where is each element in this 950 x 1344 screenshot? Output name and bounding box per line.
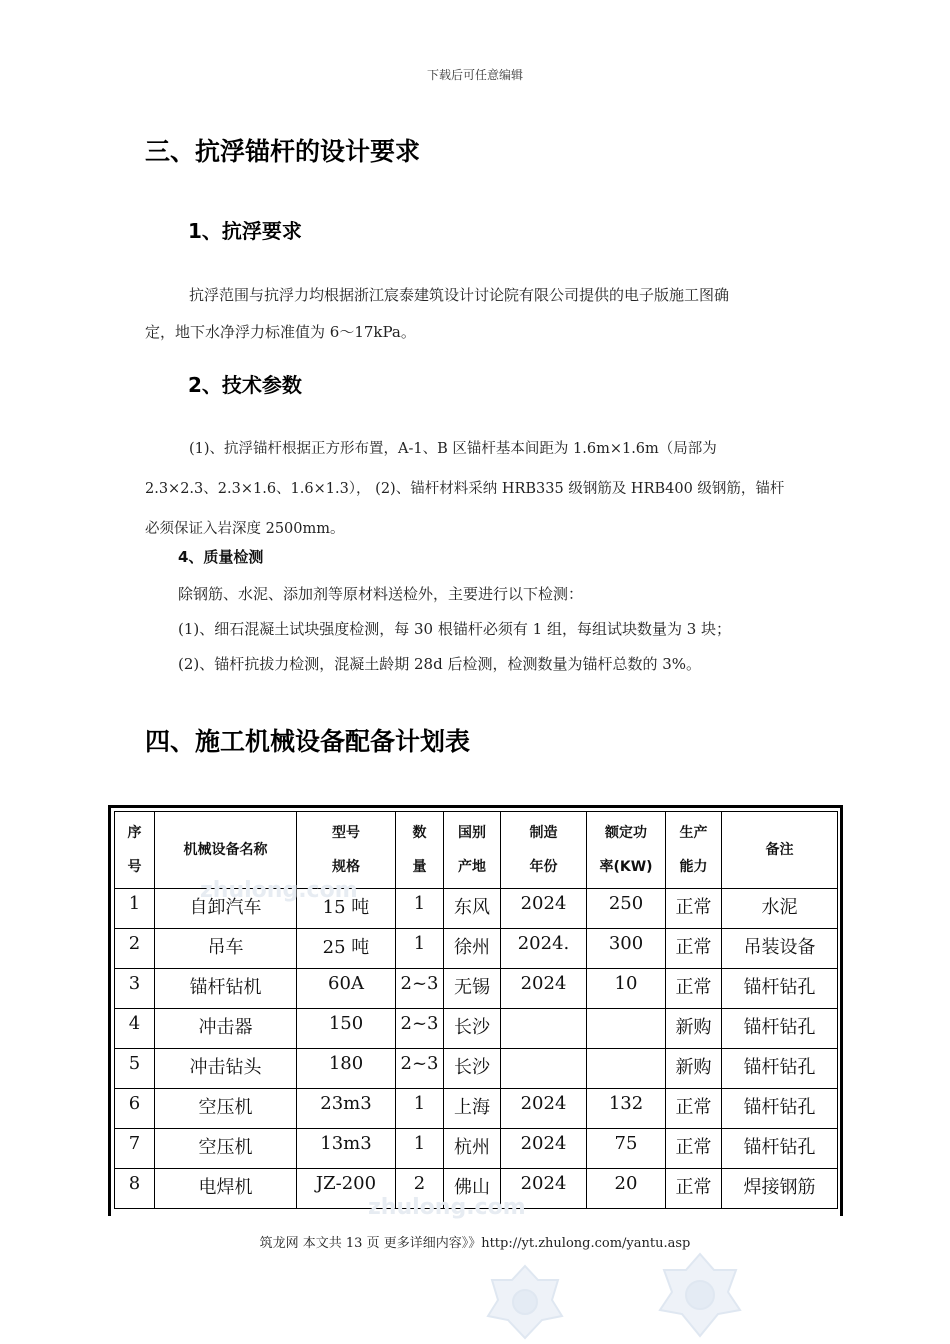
table-cell: 冲击钻头 — [155, 1049, 297, 1089]
table-cell — [501, 1009, 587, 1049]
table-cell: 2024 — [501, 1129, 587, 1169]
section-4-title: 四、施工机械设备配备计划表 — [145, 727, 471, 756]
table-row — [115, 929, 838, 969]
table-cell: 2 — [396, 1169, 444, 1209]
header-cell-line: 序 — [127, 825, 142, 841]
table-cell: 2024 — [501, 1169, 587, 1209]
snowflake-watermark-icon — [650, 1248, 750, 1344]
paragraph-line: (1)、抗浮锚杆根据正方形布置，A-1、B 区锚杆基本间距为 1.6m×1.6m（局部为 — [189, 441, 717, 457]
table-header-row — [115, 812, 838, 889]
paragraph-line: 定，地下水净浮力标准值为 6～17kPa。 — [145, 323, 416, 341]
table-cell: 4 — [115, 1009, 155, 1049]
table-body — [115, 889, 838, 1209]
table-cell: JZ-200 — [297, 1169, 396, 1209]
table-cell: 正常 — [666, 1129, 722, 1169]
header-cell-line: 规格 — [332, 859, 360, 875]
table-cell: 徐州 — [444, 929, 501, 969]
table-cell: 2024 — [501, 1089, 587, 1129]
table-cell: 电焊机 — [155, 1169, 297, 1209]
header-cell-line: 生产 — [679, 825, 708, 841]
table-cell: 空压机 — [155, 1089, 297, 1129]
table-cell: 吊装设备 — [722, 929, 838, 969]
table-cell: 正常 — [666, 1169, 722, 1209]
table-cell: 150 — [297, 1009, 396, 1049]
table-row — [115, 969, 838, 1009]
table-header-cell — [297, 812, 396, 889]
table-header-cell — [666, 812, 722, 889]
table-cell: 正常 — [666, 1089, 722, 1129]
table-row — [115, 1009, 838, 1049]
section-3-2-paragraph — [145, 429, 810, 549]
table-cell: 锚杆钻孔 — [722, 1049, 838, 1089]
table-cell: 正常 — [666, 969, 722, 1009]
header-cell-line: 数 — [412, 825, 427, 841]
table-cell: 2024. — [501, 929, 587, 969]
table-cell: 佛山 — [444, 1169, 501, 1209]
table-cell: 1 — [396, 1129, 444, 1169]
table-cell: 300 — [587, 929, 666, 969]
quality-line-3: (2)、锚杆抗拔力检测，混凝土龄期 28d 后检测，检测数量为锚杆总数的 3%。 — [178, 655, 702, 673]
table-cell: 水泥 — [722, 889, 838, 929]
table-cell: 13m3 — [297, 1129, 396, 1169]
table-cell: 上海 — [444, 1089, 501, 1129]
table-header-cell — [155, 812, 297, 889]
table-cell: 2~3 — [396, 1009, 444, 1049]
table-cell: 长沙 — [444, 1049, 501, 1089]
table-cell — [587, 1009, 666, 1049]
quality-line-1: 除钢筋、水泥、添加剂等原材料送检外，主要进行以下检测： — [178, 585, 584, 603]
table-header-cell — [396, 812, 444, 889]
table-cell: 冲击器 — [155, 1009, 297, 1049]
section-3-title: 三、抗浮锚杆的设计要求 — [145, 137, 421, 166]
header-cell-line: 型号 — [332, 825, 360, 841]
header-cell-line: 备注 — [765, 842, 794, 858]
table-cell: 1 — [396, 929, 444, 969]
table-cell: 132 — [587, 1089, 666, 1129]
watermark-text: zhulong.com — [200, 878, 358, 903]
table-cell: 正常 — [666, 929, 722, 969]
table-cell: 正常 — [666, 889, 722, 929]
table-row — [115, 1089, 838, 1129]
header-cell-line: 制造 — [529, 825, 558, 841]
paragraph-line: 2.3×2.3、2.3×1.6、1.6×1.3）， (2)、锚杆材料采纳 HRB335 级钢筋及 HRB400 级钢筋，锚杆 — [145, 481, 785, 497]
table-cell: 23m3 — [297, 1089, 396, 1129]
paragraph-line: 必须保证入岩深度 2500mm。 — [145, 521, 345, 537]
table-row — [115, 1049, 838, 1089]
section-3-1-title: 1、抗浮要求 — [188, 219, 302, 243]
table-header-cell — [722, 812, 838, 889]
table-cell: 无锡 — [444, 969, 501, 1009]
table-cell: 锚杆钻孔 — [722, 1089, 838, 1129]
table-cell: 1 — [115, 889, 155, 929]
table-cell: 新购 — [666, 1049, 722, 1089]
header-cell-line: 额定功 — [605, 825, 647, 841]
paragraph-line: 抗浮范围与抗浮力均根据浙江宸泰建筑设计讨论院有限公司提供的电子版施工图确 — [189, 286, 730, 304]
table-cell: 长沙 — [444, 1009, 501, 1049]
section-3-1-paragraph — [145, 277, 810, 351]
table-header-cell — [501, 812, 587, 889]
table-cell: 吊车 — [155, 929, 297, 969]
table-cell: 2024 — [501, 969, 587, 1009]
table-cell: 5 — [115, 1049, 155, 1089]
table-cell: 250 — [587, 889, 666, 929]
table-cell: 6 — [115, 1089, 155, 1129]
table-header-cell — [444, 812, 501, 889]
table-cell: 180 — [297, 1049, 396, 1089]
table-header-cell — [115, 812, 155, 889]
watermark-text: zhulong.com — [368, 1195, 526, 1220]
table-cell: 75 — [587, 1129, 666, 1169]
equipment-table-frame — [108, 805, 843, 1216]
table-cell: 7 — [115, 1129, 155, 1169]
table-cell: 新购 — [666, 1009, 722, 1049]
table-cell: 3 — [115, 969, 155, 1009]
table-cell: 25 吨 — [297, 929, 396, 969]
header-cell-line: 国别 — [458, 825, 486, 841]
table-cell: 2024 — [501, 889, 587, 929]
table-cell: 锚杆钻孔 — [722, 1009, 838, 1049]
table-cell: 锚杆钻孔 — [722, 969, 838, 1009]
header-cell-line: 年份 — [529, 859, 558, 875]
table-cell: 空压机 — [155, 1129, 297, 1169]
table-cell: 2 — [115, 929, 155, 969]
section-3-4-title: 4、质量检测 — [178, 548, 264, 566]
header-note: 下载后可任意编辑 — [426, 68, 523, 82]
table-cell: 1 — [396, 889, 444, 929]
section-3-2-title: 2、技术参数 — [188, 373, 302, 397]
table-row — [115, 1129, 838, 1169]
table-cell: 锚杆钻机 — [155, 969, 297, 1009]
table-cell: 10 — [587, 969, 666, 1009]
equipment-table — [114, 811, 838, 1209]
table-cell — [587, 1049, 666, 1089]
header-cell-line: 产地 — [458, 859, 486, 875]
table-cell: 自卸汽车 — [155, 889, 297, 929]
quality-line-2: (1)、细石混凝土试块强度检测，每 30 根锚杆必须有 1 组，每组试块数量为 3 块； — [178, 620, 732, 638]
snowflake-watermark-icon — [480, 1260, 570, 1344]
table-cell — [501, 1049, 587, 1089]
table-cell: 60A — [297, 969, 396, 1009]
header-cell-line: 号 — [127, 859, 142, 875]
table-cell: 2~3 — [396, 969, 444, 1009]
header-cell-line: 机械设备名称 — [183, 842, 268, 858]
table-header-cell — [587, 812, 666, 889]
table-cell: 杭州 — [444, 1129, 501, 1169]
table-cell: 东风 — [444, 889, 501, 929]
table-cell: 20 — [587, 1169, 666, 1209]
table-cell: 焊接钢筋 — [722, 1169, 838, 1209]
table-cell: 2~3 — [396, 1049, 444, 1089]
table-cell: 1 — [396, 1089, 444, 1129]
table-cell: 15 吨 — [297, 889, 396, 929]
table-cell: 8 — [115, 1169, 155, 1209]
footer-note: 筑龙网 本文共 13 页 更多详细内容》》http://yt.zhulong.com/yantu.asp — [259, 1236, 691, 1251]
header-cell-line: 率(KW) — [599, 859, 653, 875]
header-cell-line: 能力 — [679, 859, 708, 875]
header-cell-line: 量 — [412, 859, 427, 875]
table-cell: 锚杆钻孔 — [722, 1129, 838, 1169]
